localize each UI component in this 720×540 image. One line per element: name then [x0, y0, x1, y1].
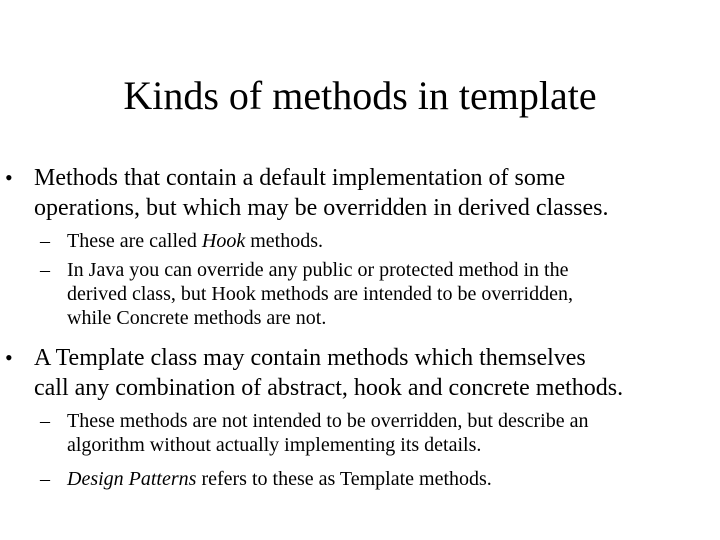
sub-bullet-marker: –	[40, 468, 50, 490]
sub-bullet-1-2-line-2: derived class, but Hook methods are intended to be overridden,	[67, 283, 573, 305]
sub-bullet-1-1-prefix: These are called	[67, 230, 202, 252]
sub-bullet-2-2-suffix: refers to these as Template methods.	[196, 468, 492, 490]
sub-bullet-2-2-text	[67, 467, 707, 491]
bullet-1-line-1: Methods that contain a default implementation of some	[34, 165, 566, 191]
design-patterns-emphasis: Design Patterns	[67, 468, 197, 490]
bullet-marker: •	[5, 345, 13, 370]
sub-bullet-1-1-line	[67, 229, 707, 253]
sub-bullet-1-1-text	[67, 229, 707, 253]
bullet-2-line-2: call any combination of abstract, hook and concrete methods.	[34, 375, 624, 401]
sub-bullet-1-2-text	[67, 258, 707, 330]
sub-bullet-1-2-line-3: while Concrete methods are not.	[67, 307, 327, 329]
sub-bullet-marker: –	[40, 230, 50, 252]
sub-bullet-1-1-suffix: methods.	[245, 230, 324, 252]
slide-title: Kinds of methods in template	[123, 73, 597, 118]
sub-bullet-2-1-line-1: These methods are not intended to be overridden, but describe an	[67, 410, 589, 432]
sub-bullet-2-1-text	[67, 409, 707, 457]
bullet-2-line-1: A Template class may contain methods which themselves	[34, 345, 586, 371]
sub-bullet-2-2-line	[67, 467, 707, 491]
bullet-1-line-2: operations, but which may be overridden in derived classes.	[34, 195, 609, 221]
sub-bullet-marker: –	[40, 410, 50, 432]
bullet-2-text	[34, 343, 720, 403]
sub-bullet-1-2-line-1: In Java you can override any public or protected method in the	[67, 259, 569, 281]
hook-emphasis: Hook	[201, 230, 246, 252]
sub-bullet-marker: –	[40, 259, 50, 281]
bullet-marker: •	[5, 165, 13, 190]
bullet-1-text	[34, 163, 720, 223]
sub-bullet-2-1-line-2: algorithm without actually implementing its details.	[67, 434, 482, 456]
